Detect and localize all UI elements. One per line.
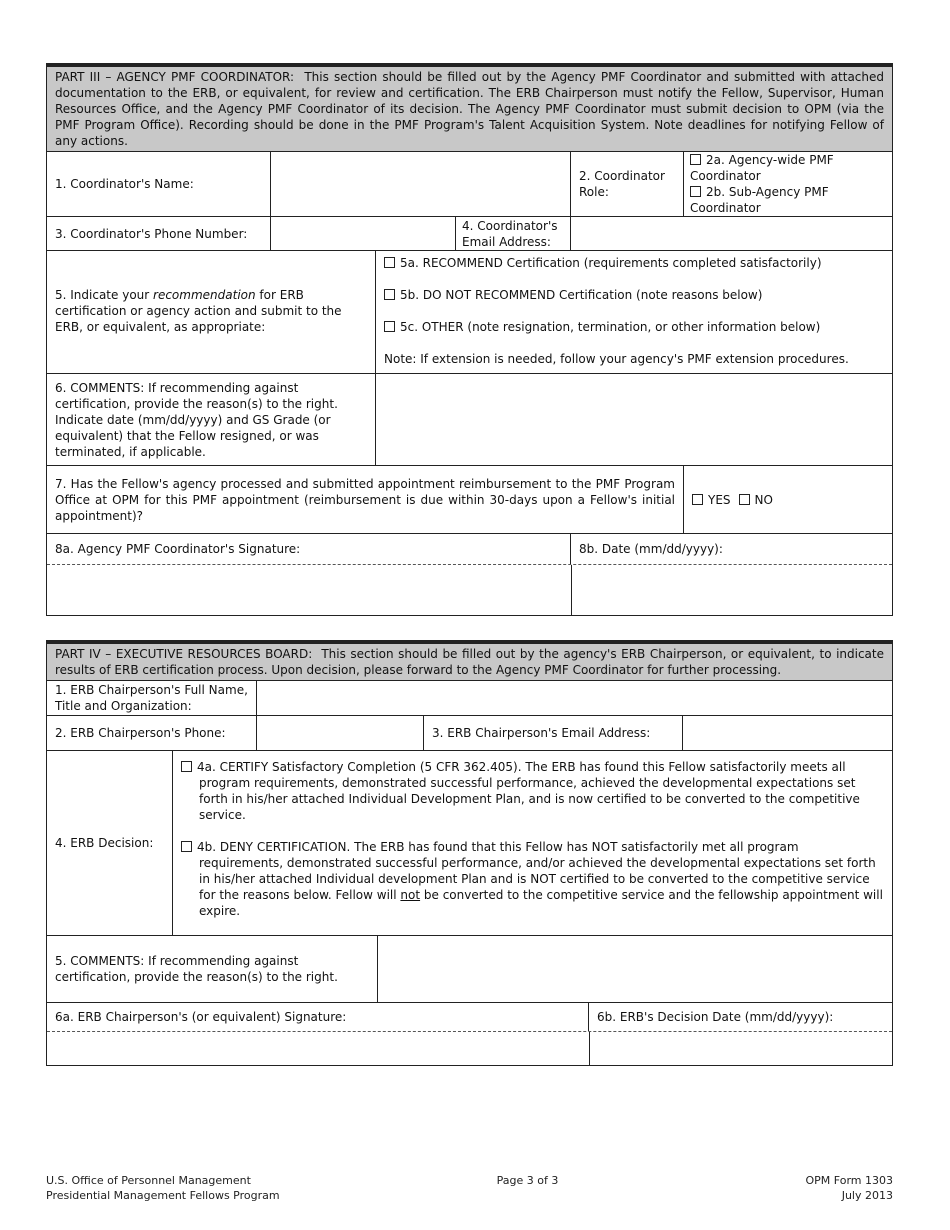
erb-email-label: 3. ERB Chairperson's Email Address: [424,716,683,750]
erb-comments-field[interactable] [378,936,892,1002]
erb-phone-label: 2. ERB Chairperson's Phone: [47,716,257,750]
footer-org-line1: U.S. Office of Personnel Management [46,1174,251,1187]
erb-date-field[interactable] [590,1032,892,1065]
yes-option[interactable] [692,492,731,508]
erb-date-label: 6b. ERB's Decision Date (mm/dd/yyyy): [597,1010,834,1024]
coordinator-phone-label: 3. Coordinator's Phone Number: [47,217,271,250]
option-4a-label: 4a. CERTIFY Satisfactory Completion (5 CFR 362.405). The ERB has found this Fellow satisfactorily meets all program requirements, demonstrated successful performance, achieved the developmental expectations set forth in his/her attached Individual Development Plan, and is now certified to be converted to the competitive service. [197,760,860,822]
recommendation-label [47,251,376,373]
part4-header-title: PART IV – EXECUTIVE RESOURCES BOARD: [55,647,313,661]
erb-name-field[interactable] [257,681,892,715]
option-4b-label-not: not [400,888,421,902]
coordinator-signature-label: 8a. Agency PMF Coordinator's Signature: [47,534,571,564]
erb-phone-field[interactable] [257,716,424,750]
coordinator-name-field[interactable] [271,152,571,216]
option-4b-label-pre: 4b. DENY CERTIFICATION. The ERB has found that this Fellow has NOT satisfactorily met all program requirements, demonstrated successful performance, and/or achieved the developmental expectations set forth in his/her attached Individual development Plan and is NOT certified to be converted to the competitive service for the reasons below. Fellow will [197,840,876,902]
coordinator-name-label: 1. Coordinator's Name: [47,152,271,216]
option-5b[interactable] [384,287,884,303]
erb-comments-label: 5. COMMENTS: If recommending against certification, provide the reason(s) to the right. [47,936,378,1002]
part3-header [47,64,892,151]
part3-header-title: PART III – AGENCY PMF COORDINATOR: [55,70,295,84]
erb-name-label: 1. ERB Chairperson's Full Name, Title and Organization: [47,681,257,715]
coordinator-email-label: 4. Coordinator's Email Address: [456,217,571,250]
no-label: NO [754,492,773,507]
part3-header-text: This section should be filled out by the Agency PMF Coordinator and submitted with attached documentation to the ERB, or equivalent, for review and certification. The ERB Chairperson must notify the Fellow, Supervisor, Human Resources Office, and the Agency PMF Coordinator of its decision. The Agency PMF Coordinator must submit decision to OPM (via the PMF Program Office). Recording should be done in the PMF Program's Talent Acquisition System. Note deadlines for notifying Fellow of any actions. [55,70,884,148]
role-2b-label: 2b. Sub-Agency PMF Coordinator [690,185,829,215]
page-number: Page 3 of 3 [496,1174,559,1187]
erb-email-field[interactable] [683,716,892,750]
footer-organization [46,1173,280,1203]
role-2b-option[interactable] [690,184,884,216]
part4-header [47,641,892,680]
role-2a-label: 2a. Agency-wide PMF Coordinator [690,153,834,183]
option-4b-label-post: be converted to the competitive service and the fellowship appointment will expire. [199,888,883,918]
erb-signature-label: 6a. ERB Chairperson's (or equivalent) Signature: [47,1003,589,1031]
coordinator-phone-field[interactable] [271,217,456,250]
checkbox-icon[interactable] [692,494,703,505]
erb-decision-label: 4. ERB Decision: [47,751,173,935]
form-date: July 2013 [841,1189,893,1202]
checkbox-icon[interactable] [384,289,395,300]
footer-org-line2: Presidential Management Fellows Program [46,1189,280,1202]
part3-comments-label: 6. COMMENTS: If recommending against certification, provide the reason(s) to the right. Indicate date (mm/dd/yyyy) and GS Grade (or equivalent) that the Fellow resigned, or was terminated, if applicable. [47,374,376,465]
checkbox-icon[interactable] [181,841,192,852]
checkbox-icon[interactable] [384,257,395,268]
part4-header-text: This section should be filled out by the agency's ERB Chairperson, or equivalent, to indicate results of ERB certification process. Upon decision, please forward to the Agency PMF Coordinator for further processing. [55,647,884,677]
recommendation-label-post: for ERB certification or agency action and submit to the ERB, or equivalent, as appropriate: [55,288,342,334]
checkbox-icon[interactable] [739,494,750,505]
coordinator-signature-field[interactable] [47,565,572,615]
checkbox-icon[interactable] [181,761,192,772]
footer-form-info [806,1173,893,1203]
erb-signature-field[interactable] [47,1032,590,1065]
yes-label: YES [708,492,731,507]
checkbox-icon[interactable] [690,186,701,197]
part3-section [46,63,893,616]
checkbox-icon[interactable] [690,154,701,165]
erb-decision-options [173,751,892,935]
reimbursement-question: 7. Has the Fellow's agency processed and submitted appointment reimbursement to the PMF Program Office at OPM for this PMF appointment (reimbursement is due within 30-days upon a Fellow's initial appointment)? [47,466,684,533]
no-option[interactable] [739,492,773,508]
checkbox-icon[interactable] [384,321,395,332]
part4-section [46,640,893,1066]
option-5a[interactable] [384,255,884,271]
extension-note: Note: If extension is needed, follow your agency's PMF extension procedures. [384,352,849,366]
option-5c[interactable] [384,319,884,335]
coordinator-role-label: 2. Coordinator Role: [571,152,684,216]
coordinator-date-label: 8b. Date (mm/dd/yyyy): [579,542,723,556]
option-5b-label: 5b. DO NOT RECOMMEND Certification (note reasons below) [400,288,763,302]
form-number: OPM Form 1303 [805,1174,893,1187]
coordinator-role-options [684,152,892,216]
role-2a-option[interactable] [690,152,884,184]
option-5a-label: 5a. RECOMMEND Certification (requirements completed satisfactorily) [400,256,822,270]
reimbursement-answers [684,466,892,533]
coordinator-email-field[interactable] [571,217,892,250]
recommendation-options [376,251,892,373]
recommendation-label-emphasis: recommendation [153,288,256,302]
part3-comments-field[interactable] [376,374,892,465]
option-4a[interactable] [181,759,884,823]
coordinator-date-field[interactable] [572,565,892,615]
recommendation-label-pre: 5. Indicate your [55,288,154,302]
option-4b[interactable] [181,839,884,919]
option-5c-label: 5c. OTHER (note resignation, termination, or other information below) [400,320,821,334]
